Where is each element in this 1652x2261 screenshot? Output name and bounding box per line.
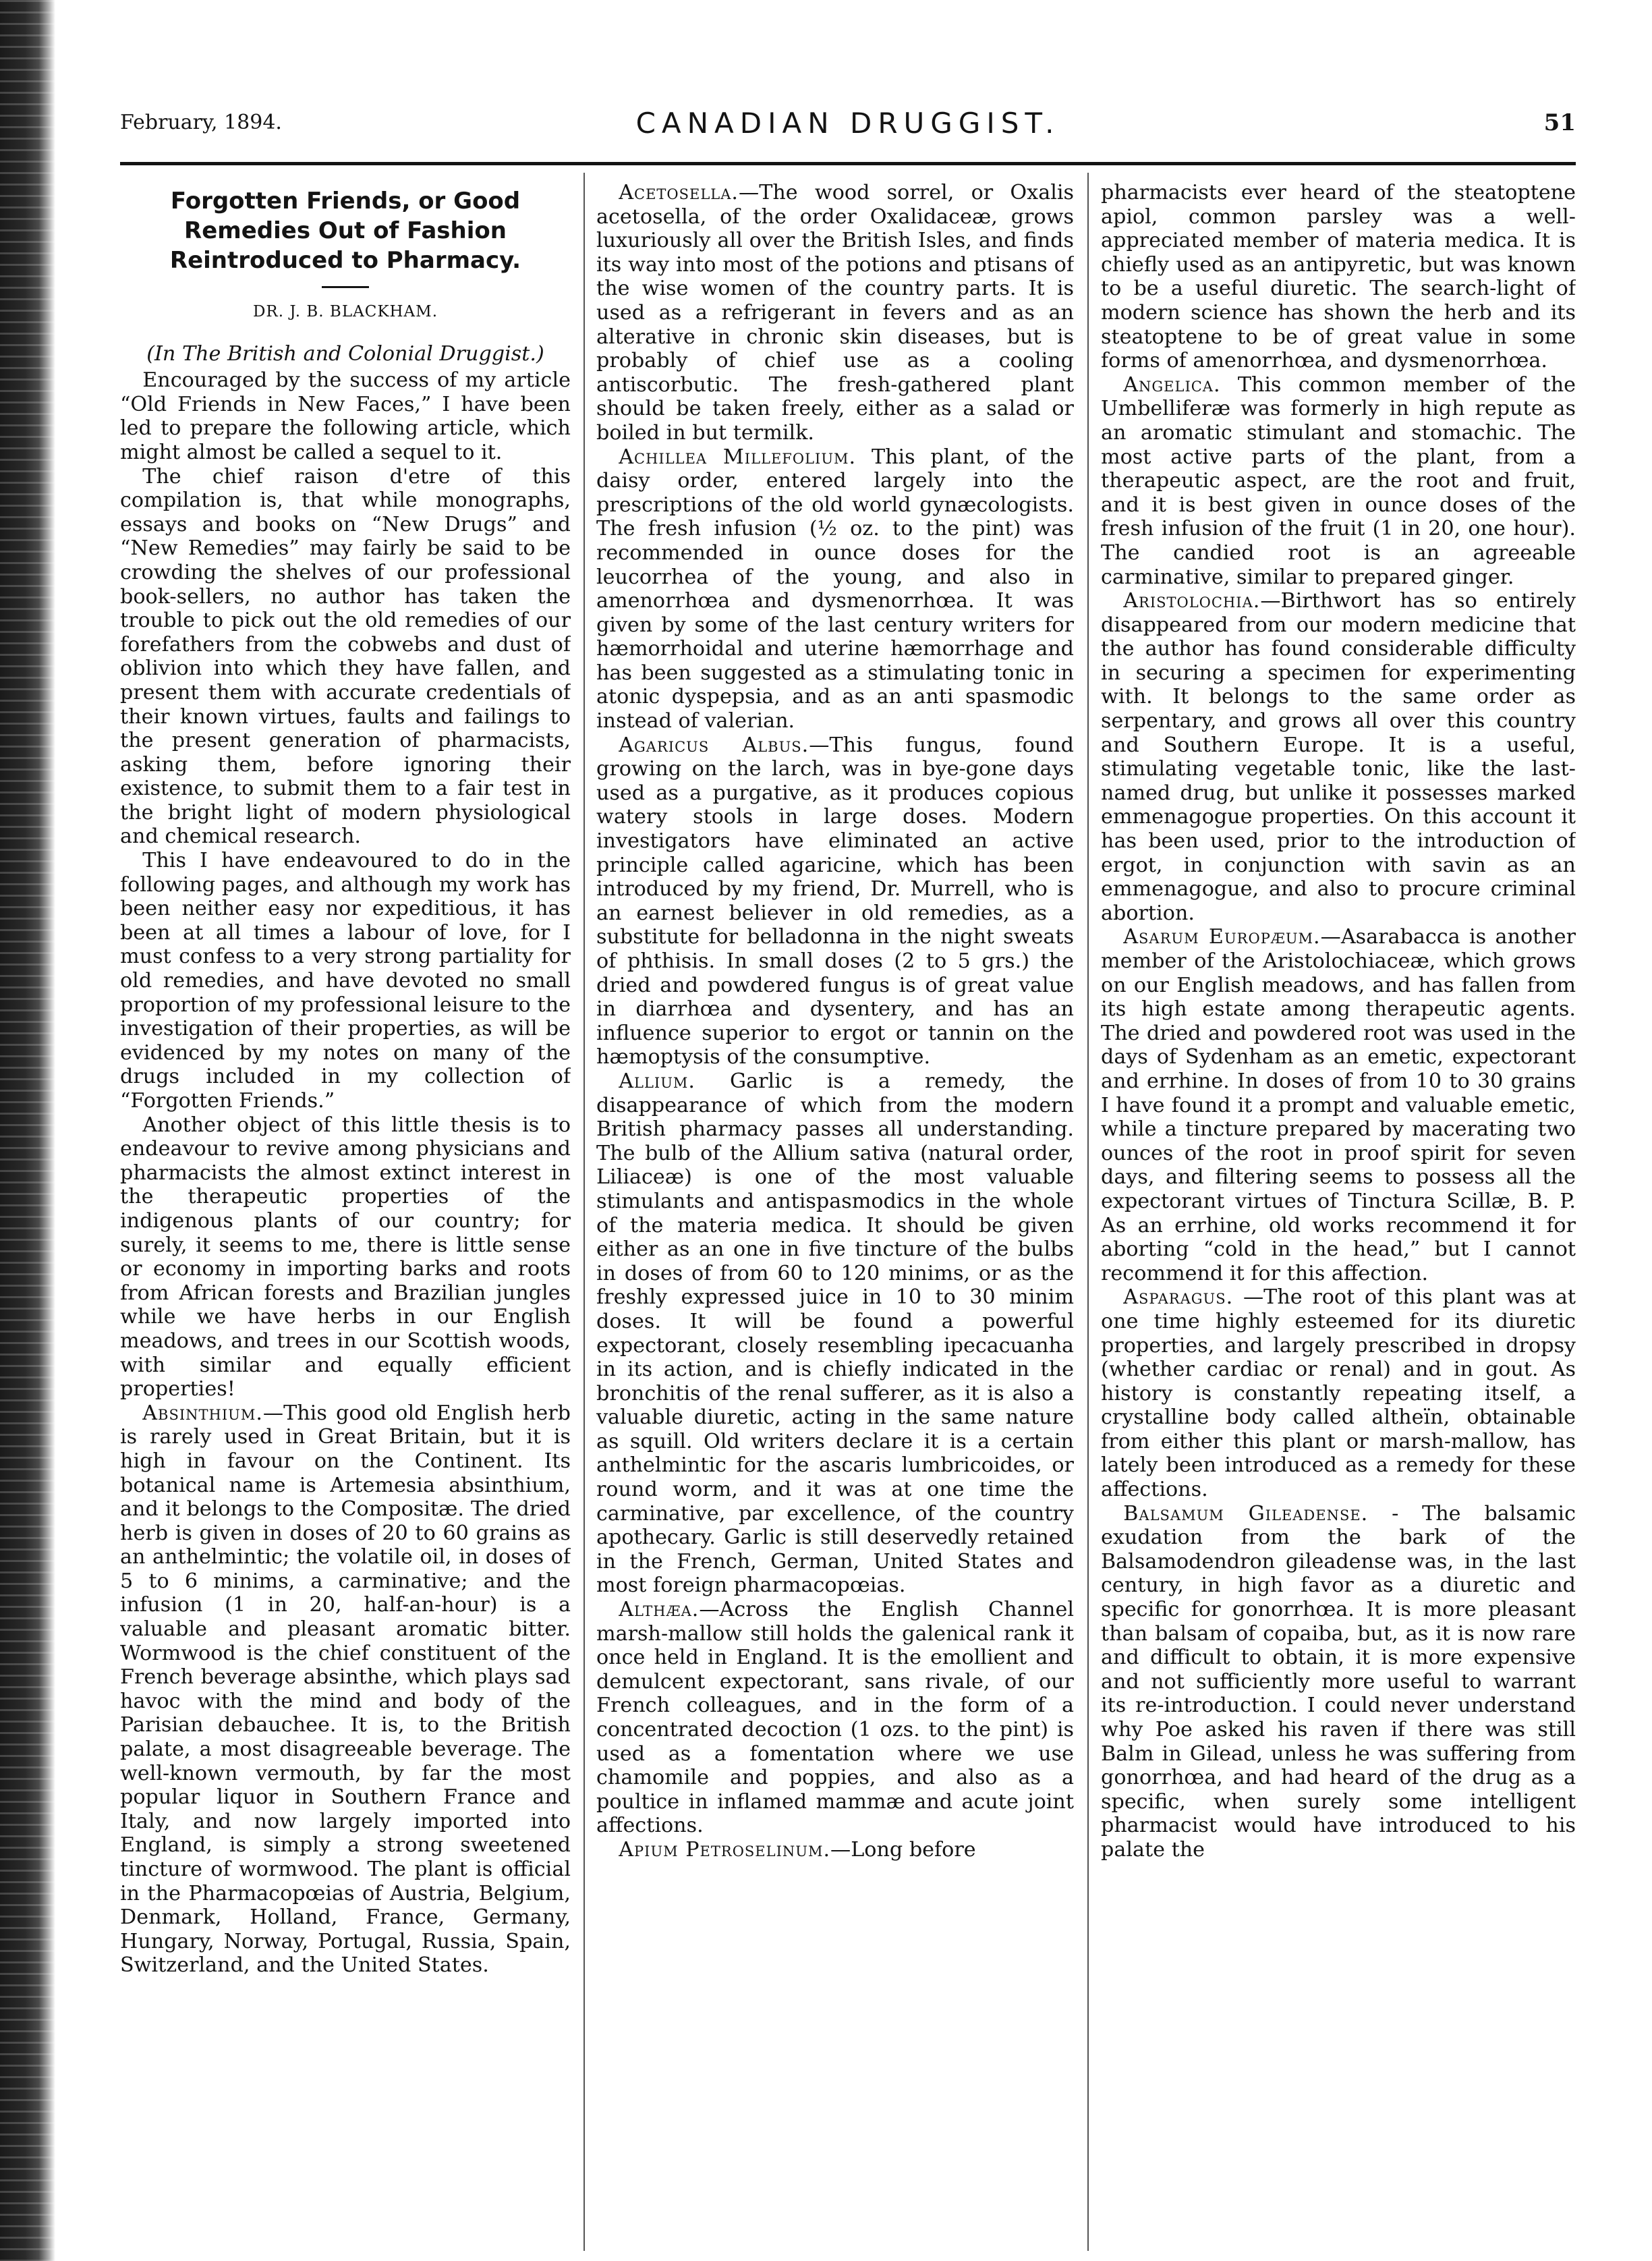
paragraph [596,1838,1074,1862]
article-author: DR. J. B. BLACKHAM. [252,303,438,320]
entry-heading: Achillea Millefolium. [619,445,857,469]
paragraph [1101,181,1576,373]
entry-heading: Apium Petroselinum. [619,1837,831,1862]
paragraph [596,733,1074,1069]
running-header [120,107,1576,147]
column-1 [120,181,571,2232]
journal-title: CANADIAN DRUGGIST. [635,107,1060,140]
article-source: (In The British and Colonial Druggist.) [146,341,544,366]
paragraph-text: Another object of this little thesis is to endeavour to revive among physicians and pharmacists the almost extinct interest in the therapeutic properties of the indigenous plants of our country; for surely, it seems to me, there is little sense or economy in importing barks and roots from African forests and Brazilian jungles while we have herbs in our English meadows, and trees in our Scottish woods, with similar and equally efficient properties! [120,1113,571,1401]
page-number: 51 [1543,109,1576,136]
paragraph-text: —The root of this plant was at one time highly esteemed for its diuretic properties, and largely prescribed in dropsy (whether cardiac or renal) and in gout. As history is constantly repeating itself, a crystalline body called altheïn, obtainable from either this plant or marsh-mallow, has lately been introduced as a remedy for these affections. [1101,1285,1576,1502]
header-date: February, 1894. [120,111,282,134]
paragraph [120,368,571,464]
entry-heading: Acetosella. [619,181,739,204]
paragraph-text: This plant, of the daisy order, entered largely into the prescriptions of the old world gynæcologists. The fresh infusion (½ oz. to the pint) was recommended in ounce doses for the leucorrhea of the young, and also in amenorrhœa and dysmenorrhœa. It was given by some of the last century writers for hæmorrhoidal and uterine hæmorrhage and has been suggested as a stimulating tonic in atonic dyspepsia, and as an anti spasmodic instead of valerian. [596,445,1074,733]
paragraph [120,849,571,1113]
paragraph [1101,1502,1576,1862]
title-rule [322,286,369,288]
paragraph-text: Garlic is a remedy, the disappearance of which from the modern British pharmacy passes all understanding. The bulb of the Allium sativa (natural order, Liliaceæ) is one of the most valuable stimulants and antispasmodics in the whole of the materia medica. It should be given either as an one in five tincture of the bulbs in doses of from 60 to 120 minims, or as the freshly expressed juice in 10 to 30 minim doses. It will be found a powerful expectorant, closely resembling ipecacuanha in its action, and is chiefly indicated in the bronchitis of the renal sufferer, as it is also a valuable diuretic, acting in the same nature as squill. Old writers declare it is a certain anthelmintic for the ascaris lumbricoides, or round worm, and it was at one time the carminative, par excellence, of the country apothecary. Garlic is still deservedly retained in the French, German, United States and most foreign pharmacopœias. [596,1069,1074,1598]
paragraph [120,465,571,849]
paragraph [596,1598,1074,1838]
paragraph-text: Encouraged by the success of my article “Old Friends in New Faces,” I have been led to prepare the following article, which might almost be called a sequel to it. [120,368,571,464]
column-3 [1101,181,1576,2232]
entry-heading: Aristolochia. [1123,589,1261,613]
paragraph [1101,1285,1576,1501]
column-divider [583,173,585,2251]
entry-heading: Asparagus. [1123,1285,1234,1310]
paragraph [120,1113,571,1401]
entry-heading: Agaricus Albus. [619,733,809,757]
column-1-body [120,368,571,1978]
paragraph-text: —Asarabacca is another member of the Aristolochiaceæ, which grows on our English meadows, and has fallen from its high estate among therapeutic agents. The dried and powdered root was used in the days of Sydenham as an emetic, expectorant and errhine. In doses of from 10 to 30 grains I have found it a prompt and valuable emetic, while a tincture prepared by macerating two ounces of the root in proof spirit for seven days, and filtering seems to possess all the expectorant virtues of Tinctura Scillæ, B. P. As an errhine, old works recommend it for aborting “cold in the head,” but I cannot recommend it for this affection. [1101,925,1576,1285]
header-rule [120,162,1576,165]
entry-heading: Angelica. [1123,372,1221,397]
paragraph-text: —This fungus, found growing on the larch, was in bye-gone days used as a purgative, as it produces copious watery stools in large doses. Modern investigators have eliminated an active principle called agaricine, which has been introduced by my friend, Dr. Murrell, who is an earnest believer in old remedies, as a substitute for belladonna in the night sweats of phthisis. In small doses (2 to 5 grs.) the dried and powdered fungus is of great value in diarrhœa and dysentery, and has an influence superior to ergot or tannin on the hæmoptysis of the consumptive. [596,733,1074,1069]
column-2 [596,181,1074,2232]
paragraph-text: —Long before [830,1837,976,1862]
entry-heading: Absinthium. [142,1401,263,1425]
paragraph [120,1401,571,1978]
paragraph-text: —The wood sorrel, or Oxalis acetosella, of the order Oxalidaceæ, grows luxuriously all over the British Isles, and finds its way into most of the potions and ptisans of the wise women of the country parts. It is used as a refrigerant in fevers and as an alterative in chronic skin diseases, but is probably of chief use as a cooling antiscorbutic. The fresh-gathered plant should be taken freely, either as a salad or boiled in but termilk. [596,181,1074,445]
paragraph [1101,373,1576,589]
paragraph [1101,589,1576,925]
paragraph-text: - The balsamic exudation from the bark of the Balsamodendron gileadense was, in the last century, in high favor as a diuretic and specific for gonorrhœa. It is more pleasant than balsam of copaiba, but, as it is now rare and difficult to obtain, it is more expensive and not sufficiently more useful to warrant its re-introduction. I could never understand why Poe asked his raven if there was still Balm in Gilead, unless he was suffering from gonorrhœa, and had heard of the drug as a specific, when surely some intelligent pharmacist would have introduced to his palate the [1101,1501,1576,1862]
entry-heading: Allium. [619,1069,696,1093]
paragraph-text: —This good old English herb is rarely used in Great Britain, but it is high in favour on the Continent. Its botanical name is Artemesia absinthium, and it belongs to the Compositæ. The dried herb is given in doses of 20 to 60 grains as an anthelmintic; the volatile oil, in doses of 5 to 6 minims, a carminative; and the infusion (1 in 20, half-an-hour) is a valuable and pleasant aromatic bitter. Wormwood is the chief constituent of the French beverage absinthe, which plays sad havoc with the mind and body of the Parisian debauchee. It is, to the British palate, a most disagreeable beverage. The well-known vermouth, by far the most popular liquor in Southern France and Italy, and now largely imported into England, is simply a strong sweetened tincture of wormwood. The plant is official in the Pharmacopœias of Austria, Belgium, Denmark, Holland, France, Germany, Hungary, Norway, Portugal, Russia, Spain, Switzerland, and the United States. [120,1401,571,1978]
paragraph [596,181,1074,445]
entry-heading: Althæa. [619,1598,700,1622]
entry-heading: Asarum Europæum. [1123,925,1321,949]
column-divider [1087,173,1089,2251]
paragraph [596,1069,1074,1598]
column-3-body [1101,181,1576,1862]
column-2-body [596,181,1074,1862]
paragraph-text: —Birthwort has so entirely disappeared from our modern medicine that the author has found considerable difficulty in securing a specimen for experimenting with. It belongs to the same order as serpentary, and grows all over this country and Southern Europe. It is a useful, stimulating vegetable tonic, like the last-named drug, but unlike it possesses marked emmenagogue properties. On this account it has been used, prior to the introduction of ergot, in conjunction with savin as an emmenagogue, and also to procure criminal abortion. [1101,589,1576,925]
paragraph-text: pharmacists ever heard of the steatoptene apiol, common parsley was a well-appreciated member of materia medica. It is chiefly used as an antipyretic, but was known to be a useful diuretic. The search-light of modern science has shown the herb and its steatoptene to be of great value in some forms of amenorrhœa, and dysmenorrhœa. [1101,181,1576,373]
paragraph-text: —Across the English Channel marsh-mallow still holds the galenical rank it once held in England. It is the emollient and demulcent expectorant, sans rivale, of our French colleagues, and in the form of a concentrated decoction (1 ozs. to the pint) is used as a fomentation where we use chamomile and poppies, and also as a poultice in inflamed mammæ and acute joint affections. [596,1598,1074,1838]
entry-heading: Balsamum Gileadense. [1123,1501,1369,1526]
article-title: Forgotten Friends, or Good Remedies Out of Fashion Reintroduced to Pharmacy. [169,188,521,274]
paragraph-text: This common member of the Umbelliferæ was formerly in high repute as an aromatic stimulant and stomachic. The most active parts of the plant, from a therapeutic aspect, are the root and fruit, and it is best given in ounce doses of the fresh infusion of the fruit (1 in 20, one hour). The candied root is an agreeable carminative, similar to prepared ginger. [1101,372,1576,589]
paragraph-text: This I have endeavoured to do in the following pages, and although my work has been neither easy nor expeditious, it has been at all times a labour of love, for I must confess to a very strong partiality for old remedies, and have devoted no small proportion of my professional leisure to the investigation of their properties, as will be evidenced by my notes on many of the drugs included in my collection of “Forgotten Friends.” [120,849,571,1113]
book-spine-binding [0,0,55,2261]
paragraph-text: The chief raison d'etre of this compilation is, that while monographs, essays and books on “New Drugs” and “New Remedies” may fairly be said to be crowding the shelves of our professional book-sellers, no author has taken the trouble to pick out the old remedies of our forefathers from the cobwebs and dust of oblivion into which they have fallen, and present them with accurate credentials of their known virtues, faults and failings to the present generation of pharmacists, asking them, before ignoring their existence, to submit them to a fair test in the bright light of modern physiological and chemical research. [120,464,571,849]
paragraph [596,445,1074,733]
paragraph [1101,925,1576,1285]
